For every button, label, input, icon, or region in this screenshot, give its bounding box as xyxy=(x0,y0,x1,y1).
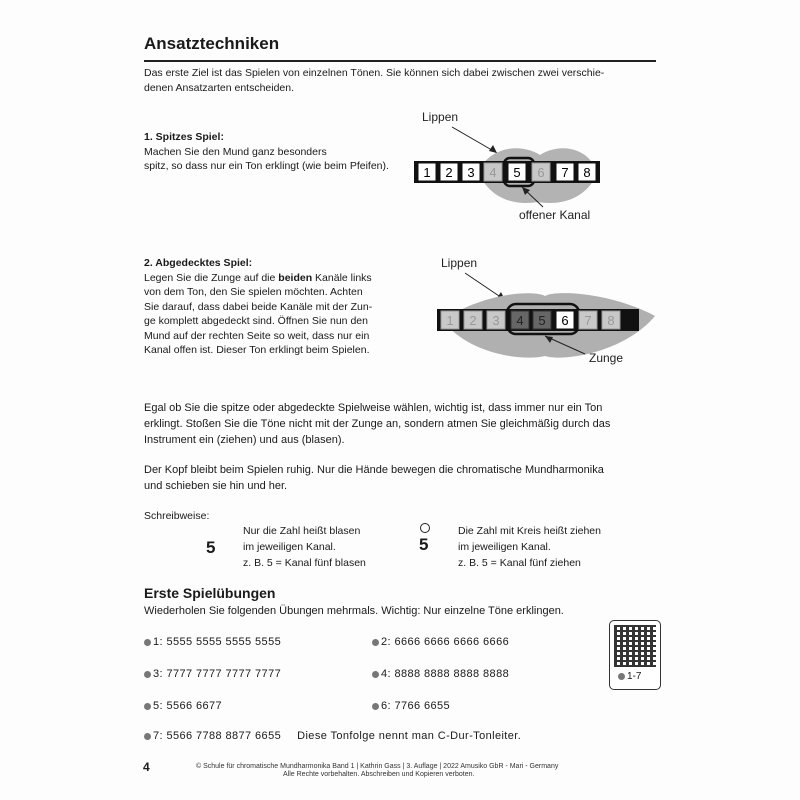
section-heading: 2. Abgedecktes Spiel: xyxy=(144,257,253,269)
channel-7 xyxy=(556,163,574,181)
exercises-heading: Erste Spielübungen xyxy=(144,585,276,601)
channel-number: 8 xyxy=(583,165,591,180)
cd-track-icon xyxy=(372,639,379,646)
exercise-7-comment: Diese Tonfolge nennt man C-Dur-Tonleiter. xyxy=(297,730,522,742)
blow-number: 5 xyxy=(206,538,216,557)
section-line: Sie darauf, dass dabei beide Kanäle mit der Zun- xyxy=(144,300,373,313)
section-line: von dem Ton, den Sie spielen möchten. Achten xyxy=(144,286,363,298)
section-line: Mund auf der rechten Seite so weit, dass nur ein xyxy=(144,329,370,342)
channel-number: 1 xyxy=(446,313,454,328)
pointer-line xyxy=(452,127,497,153)
page-title: Ansatztechniken xyxy=(144,34,280,53)
section-line: spitz, so dass nur ein Ton erklingt (wie beim Pfeifen). xyxy=(144,160,389,172)
channel-4 xyxy=(484,163,502,181)
exercise-5: 5: 5566 6677 xyxy=(144,700,222,712)
section-line: Legen Sie die Zunge auf die beiden Kanäle links xyxy=(144,271,372,284)
channel-number: 5 xyxy=(513,165,521,180)
cd-track-icon xyxy=(144,733,151,740)
section-line: Machen Sie den Mund ganz besonders xyxy=(144,145,327,158)
channel-1 xyxy=(418,163,436,181)
draw-number: 5 xyxy=(419,535,429,554)
qr-track-label: 1-7 xyxy=(618,671,641,682)
blow-explanation: Nur die Zahl heißt blasen im jeweiligen Kanal. z. B. 5 = Kanal fünf blasen xyxy=(243,525,366,569)
notation-label: Schreibweise: xyxy=(144,510,210,522)
channel-number: 2 xyxy=(445,165,453,180)
channel-number: 8 xyxy=(607,313,615,328)
section-abgedecktes-spiel xyxy=(144,256,372,358)
qr-code-card[interactable] xyxy=(609,620,661,690)
page-number: 4 xyxy=(143,760,150,774)
channel-number: 2 xyxy=(469,313,477,328)
section-line: Kanal offen ist. Dieser Ton erklingt beim Spielen. xyxy=(144,344,370,356)
cd-track-icon xyxy=(144,639,151,646)
channel-6 xyxy=(532,163,550,181)
exercise-6: 6: 7766 6655 xyxy=(372,700,450,712)
figure-label-zunge: Zunge xyxy=(589,351,624,365)
figure-label-offener-kanal: offener Kanal xyxy=(519,208,591,222)
exercises-intro: Wiederholen Sie folgenden Übungen mehrmals. Wichtig: Nur einzelne Töne erklingen. xyxy=(144,605,564,617)
draw-explanation: Die Zahl mit Kreis heißt ziehen im jeweiligen Kanal. z. B. 5 = Kanal fünf ziehen xyxy=(458,525,601,569)
intro-paragraph xyxy=(144,66,604,95)
cd-track-icon xyxy=(372,671,379,678)
channel-3 xyxy=(487,311,505,329)
channel-number: 6 xyxy=(561,313,569,328)
exercise-7: 7: 5566 7788 8877 6655 Diese Tonfolge nennt man C-Dur-Tonleiter. xyxy=(144,730,521,742)
section-spitzes-spiel xyxy=(144,130,389,174)
draw-circle-icon xyxy=(420,523,430,533)
channel-3 xyxy=(462,163,480,181)
channel-number: 4 xyxy=(489,165,497,180)
channel-number: 5 xyxy=(538,313,546,328)
channel-7 xyxy=(579,311,597,329)
channel-8 xyxy=(602,311,620,329)
channel-number: 7 xyxy=(561,165,569,180)
qr-code-icon xyxy=(614,625,656,667)
channel-1 xyxy=(441,311,459,329)
cd-track-icon xyxy=(144,703,151,710)
footer-rights: Alle Rechte vorbehalten. Abschreiben und Kopieren verboten. xyxy=(283,771,475,778)
channel-number: 7 xyxy=(584,313,592,328)
exercise-4: 4: 8888 8888 8888 8888 xyxy=(372,668,509,680)
channel-5 xyxy=(533,311,551,329)
section-heading: 1. Spitzes Spiel: xyxy=(144,131,224,143)
footer-copyright: © Schule für chromatische Mundharmonika Band 1 | Kathrin Gass | 3. Auflage | 2022 Amusiko GbR - Mari - Germany xyxy=(196,763,559,770)
paragraph-breathing: Egal ob Sie die spitze oder abgedeckte Spielweise wählen, wichtig ist, dass immer nur ein Ton erklingt. Stoßen Sie die Töne nicht mit der Zunge an, sondern atmen Sie gleichmäßig durch das Instrument ein (ziehen) und aus (blasen). xyxy=(144,402,611,446)
exercise-1: 1: 5555 5555 5555 5555 xyxy=(144,636,281,648)
intro-line-1: Das erste Ziel ist das Spielen von einzelnen Tönen. Sie können sich dabei zwischen zwei verschie- xyxy=(144,67,605,79)
channel-number: 6 xyxy=(537,165,545,180)
paragraph-head: Der Kopf bleibt beim Spielen ruhig. Nur die Hände bewegen die chromatische Mundharmonika und schieben sie hin und her. xyxy=(144,464,604,492)
channel-5 xyxy=(508,163,526,181)
channel-number: 3 xyxy=(492,313,500,328)
channel-2 xyxy=(464,311,482,329)
channel-6 xyxy=(556,311,574,329)
figure-label-lippen: Lippen xyxy=(441,256,478,270)
cd-track-icon xyxy=(144,671,151,678)
figure-spitzes-spiel xyxy=(400,105,620,230)
channel-8 xyxy=(578,163,596,181)
intro-line-2: denen Ansatzarten entscheiden. xyxy=(144,81,295,94)
channel-number: 3 xyxy=(467,165,475,180)
channel-number: 1 xyxy=(423,165,431,180)
title-underline xyxy=(144,60,656,62)
exercise-2: 2: 6666 6666 6666 6666 xyxy=(372,636,509,648)
exercise-3: 3: 7777 7777 7777 7777 xyxy=(144,668,281,680)
figure-abgedecktes-spiel xyxy=(425,252,665,372)
figure-label-lippen: Lippen xyxy=(422,110,459,124)
channel-4 xyxy=(511,311,529,329)
cd-track-icon xyxy=(372,703,379,710)
cd-track-icon xyxy=(618,673,625,680)
channel-number: 4 xyxy=(516,313,524,328)
channel-2 xyxy=(440,163,458,181)
section-line: ge komplett abgedeckt sind. Öffnen Sie nun den xyxy=(144,315,368,327)
